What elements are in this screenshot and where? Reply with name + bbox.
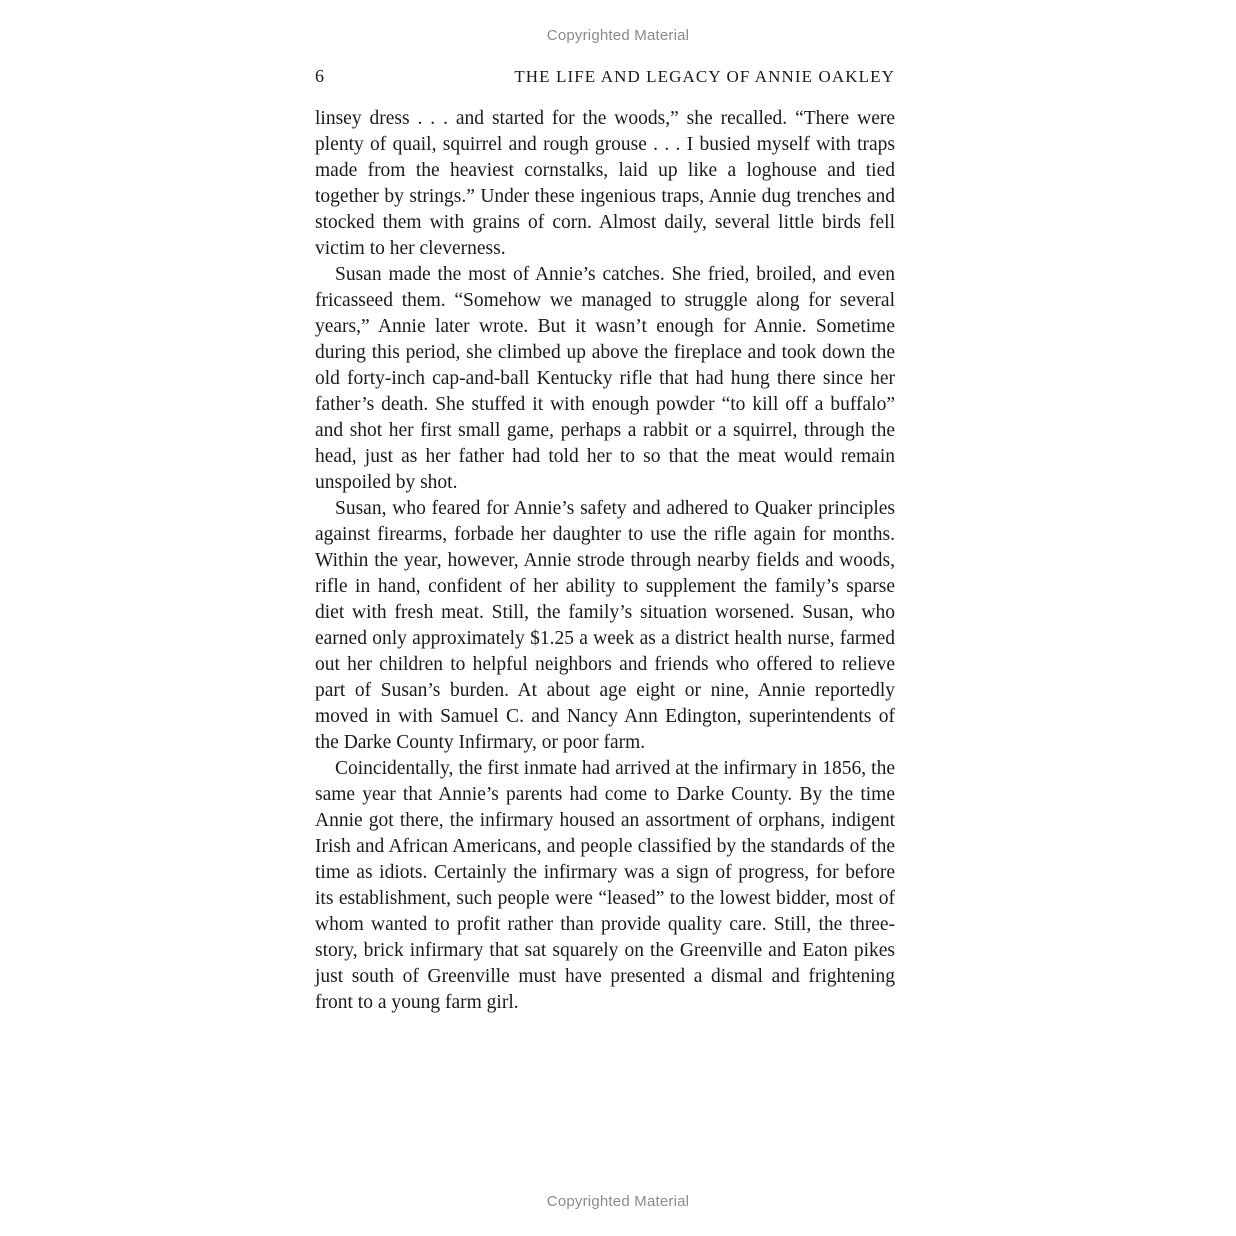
paragraph-1: linsey dress . . . and started for the woods,” she recalled. “There were plenty of quail, squirrel and rough grouse . . . I busied myself with traps made from the heaviest cornstalks, laid up like a loghouse and tied together by strings.” Under these ingenious traps, Annie dug trenches and stocked them with grains of corn. Almost daily, several little birds fell victim to her cleverness.	[315, 108, 895, 259]
page-number: 6	[315, 66, 324, 86]
book-page	[315, 66, 895, 1016]
paragraph-4: Coincidentally, the first inmate had arrived at the infirmary in 1856, the same year that Annie’s parents had come to Darke County. By the time Annie got there, the infirmary housed an assortment of orphans, indigent Irish and African Americans, and people classified by the standards of the time as idiots. Certainly the infirmary was a sign of progress, for before its establishment, such people were “leased” to the lowest bidder, most of whom wanted to profit rather than provide quality care. Still, the three-story, brick infirmary that sat squarely on the Greenville and Eaton pikes just south of Greenville must have presented a dismal and frightening front to a young farm girl.	[315, 758, 895, 1013]
paragraph-2: Susan made the most of Annie’s catches. She fried, broiled, and even fricasseed them. “Somehow we managed to struggle along for several years,” Annie later wrote. But it wasn’t enough for Annie. Sometime during this period, she climbed up above the fireplace and took down the old forty-inch cap-and-ball Kentucky rifle that had hung there since her father’s death. She stuffed it with enough powder “to kill off a buffalo” and shot her first small game, perhaps a rabbit or a squirrel, through the head, just as her father had told her to so that the meat would remain unspoiled by shot.	[315, 264, 895, 493]
watermark-bottom: Copyrighted Material	[546, 1193, 690, 1210]
paragraph-3: Susan, who feared for Annie’s safety and adhered to Quaker principles against firearms, forbade her daughter to use the rifle again for months. Within the year, however, Annie strode through nearby fields and woods, rifle in hand, confident of her ability to supplement the family’s sparse diet with fresh meat. Still, the family’s situation worsened. Susan, who earned only approximately $1.25 a week as a district health nurse, farmed out her children to helpful neighbors and friends who offered to relieve part of Susan’s burden. At about age eight or nine, Annie reportedly moved in with Samuel C. and Nancy Ann Edington, superintendents of the Darke County Infirmary, or poor farm.	[315, 498, 895, 753]
running-header	[315, 66, 895, 92]
running-title: THE LIFE AND LEGACY OF ANNIE OAKLEY	[514, 67, 895, 86]
watermark-top: Copyrighted Material	[546, 27, 690, 44]
body-text	[315, 106, 895, 1016]
